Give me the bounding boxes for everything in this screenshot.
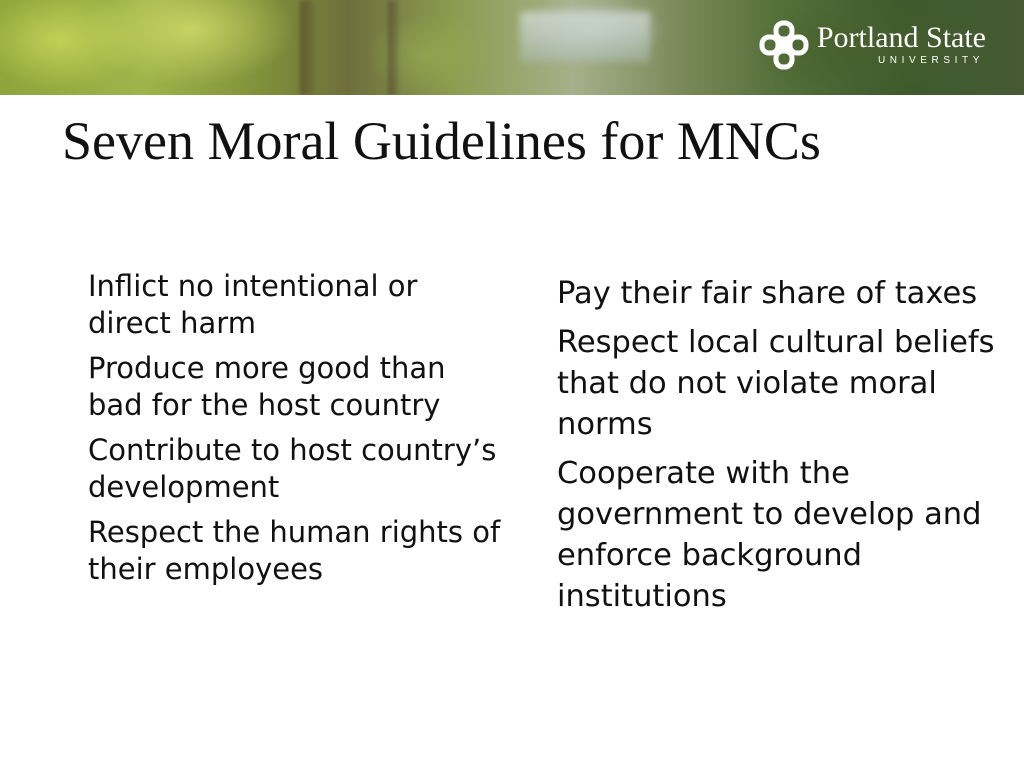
list-item: Contribute to host country’s development — [88, 433, 497, 504]
logo-subtitle: UNIVERSITY — [877, 55, 984, 66]
list-item: Pay their fair share of taxes — [557, 276, 978, 311]
logo-name: Portland State — [816, 21, 986, 54]
header-banner — [0, 0, 1024, 95]
psu-knot-icon — [759, 20, 809, 70]
list-item: Inflict no intentional or direct harm — [88, 269, 418, 340]
banner-photo-detail — [520, 12, 650, 62]
university-logo — [759, 20, 986, 70]
right-guidelines-list — [557, 273, 997, 625]
list-item: Produce more good than bad for the host country — [88, 351, 446, 422]
list-item: Respect the human rights of their employees — [88, 515, 501, 586]
left-guidelines-list — [88, 268, 508, 596]
banner-photo-detail — [300, 0, 314, 95]
list-item: Respect local cultural beliefs that do not violate moral norms — [557, 325, 995, 442]
banner-photo-detail — [388, 0, 398, 95]
list-item: Cooperate with the government to develop and enforce background institutions — [557, 456, 982, 614]
slide-title: Seven Moral Guidelines for MNCs — [62, 111, 821, 171]
